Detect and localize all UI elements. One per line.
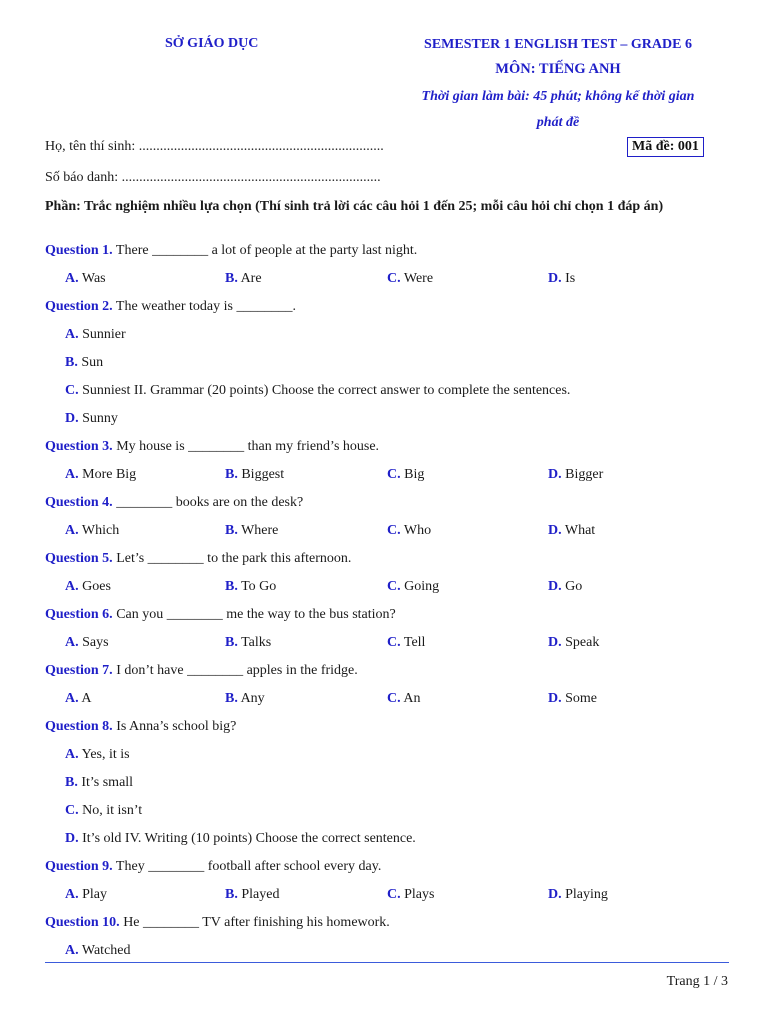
option[interactable]: B. Played (225, 887, 280, 902)
option[interactable]: C. Plays (387, 887, 435, 902)
section-title: Phần: Trắc nghiệm nhiều lựa chọn (Thí sinh trả lời các câu hỏi 1 đến 25; mỗi câu hỏi chỉ chọn 1 đáp án) (45, 199, 664, 214)
option[interactable]: D. It’s old IV. Writing (10 points) Choose the correct sentence. (65, 831, 416, 846)
question-stem (45, 548, 735, 576)
question-stem (45, 912, 735, 940)
option[interactable]: A. Was (65, 271, 106, 286)
option[interactable]: C. Big (387, 467, 425, 482)
options-row (45, 688, 735, 716)
question-number: Question 3. (45, 439, 113, 454)
question-number: Question 1. (45, 243, 113, 258)
subject-title: MÔN: TIẾNG ANH (495, 61, 621, 77)
options-row (45, 268, 735, 296)
options-row (45, 884, 735, 912)
option[interactable]: D. Some (548, 691, 598, 706)
option[interactable]: C. Were (387, 271, 434, 286)
option[interactable]: D. Bigger (548, 467, 604, 482)
question-stem (45, 604, 735, 632)
option[interactable]: C. Going (387, 579, 440, 594)
option[interactable]: B. Biggest (225, 467, 285, 482)
option[interactable]: B. Talks (225, 635, 272, 650)
option[interactable]: D. Speak (548, 635, 600, 650)
footer-divider (45, 962, 729, 963)
question-stem (45, 660, 735, 688)
question-text: I don’t have ________ apples in the fridge. (112, 663, 358, 678)
question-text: The weather today is ________. (112, 299, 296, 314)
option[interactable]: C. An (387, 691, 421, 706)
test-title: SEMESTER 1 ENGLISH TEST – GRADE 6 (424, 37, 692, 52)
option[interactable]: B. To Go (225, 579, 277, 594)
question-number: Question 10. (45, 915, 120, 930)
question-text: They ________ football after school every day. (112, 859, 382, 874)
question-stem (45, 240, 735, 268)
option[interactable]: A. Which (65, 523, 120, 538)
option[interactable]: B. Are (225, 271, 262, 286)
question-text: My house is ________ than my friend’s house. (112, 439, 380, 454)
header-title-block (398, 36, 718, 136)
option[interactable]: C. Tell (387, 635, 426, 650)
question-number: Question 9. (45, 859, 113, 874)
question-stem (45, 856, 735, 884)
options-row (45, 520, 735, 548)
option[interactable]: A. Sunnier (65, 327, 126, 342)
question-number: Question 2. (45, 299, 113, 314)
question-stem (45, 436, 735, 464)
question-number: Question 6. (45, 607, 113, 622)
option[interactable]: B. Sun (65, 355, 104, 370)
question-stem (45, 492, 735, 520)
option[interactable]: A. Watched (65, 943, 131, 958)
question-text: Is Anna’s school big? (112, 719, 237, 734)
options-row (45, 464, 735, 492)
option[interactable]: C. Sunniest II. Grammar (20 points) Choose the correct answer to complete the sentences. (65, 383, 571, 398)
questions-list (45, 240, 735, 968)
option[interactable]: A. Goes (65, 579, 111, 594)
option[interactable]: A. Says (65, 635, 109, 650)
option[interactable]: B. Any (225, 691, 265, 706)
question-text: ________ books are on the desk? (112, 495, 304, 510)
question-text: Let’s ________ to the park this afternoon. (112, 551, 352, 566)
option[interactable]: D. Is (548, 271, 576, 286)
option[interactable]: B. Where (225, 523, 279, 538)
time-note-line-2: phát đề (536, 115, 580, 130)
option[interactable]: A. More Big (65, 467, 137, 482)
exam-code-box: Mã đề: 001 (627, 137, 704, 157)
question-stem (45, 716, 735, 744)
time-note (398, 84, 718, 136)
question-number: Question 4. (45, 495, 113, 510)
option[interactable]: C. Who (387, 523, 432, 538)
option[interactable]: D. What (548, 523, 596, 538)
options-row (45, 576, 735, 604)
option[interactable]: B. It’s small (65, 775, 134, 790)
option[interactable]: D. Go (548, 579, 583, 594)
option[interactable]: A. A (65, 691, 92, 706)
option[interactable]: A. Play (65, 887, 108, 902)
options-row (45, 632, 735, 660)
student-name-field[interactable]: Họ, tên thí sinh: ...................................................................... (45, 139, 384, 154)
question-number: Question 8. (45, 719, 113, 734)
student-id-field[interactable]: Số báo danh: .......................................................................... (45, 170, 381, 185)
question-text: There ________ a lot of people at the party last night. (112, 243, 418, 258)
question-text: He ________ TV after finishing his homework. (119, 915, 390, 930)
question-stem (45, 296, 735, 324)
question-number: Question 5. (45, 551, 113, 566)
header-department: SỞ GIÁO DỤC (165, 36, 259, 51)
question-text: Can you ________ me the way to the bus station? (112, 607, 396, 622)
option[interactable]: D. Sunny (65, 411, 118, 426)
page-number: Trang 1 / 3 (666, 974, 728, 989)
question-number: Question 7. (45, 663, 113, 678)
option[interactable]: A. Yes, it is (65, 747, 130, 762)
time-note-line-1: Thời gian làm bài: 45 phút; không kể thời gian (421, 89, 695, 104)
option[interactable]: C. No, it isn’t (65, 803, 143, 818)
option[interactable]: D. Playing (548, 887, 608, 902)
